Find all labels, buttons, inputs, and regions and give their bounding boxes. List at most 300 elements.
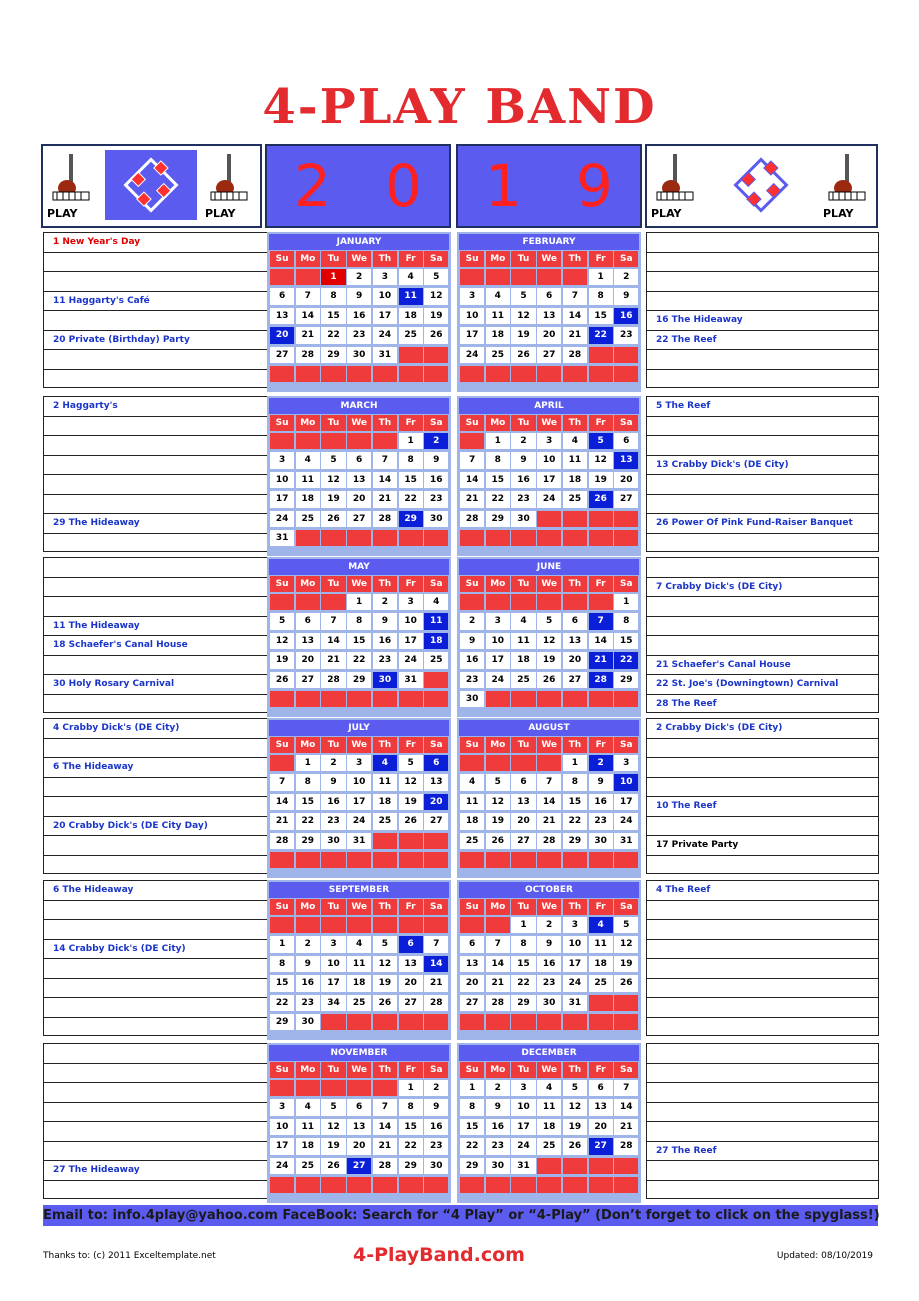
- left-logo-panel: [41, 144, 262, 228]
- empty-day-cell: [424, 366, 448, 382]
- event-line: [647, 495, 878, 515]
- day-cell: 28: [537, 833, 561, 849]
- day-cell: 29: [486, 511, 510, 527]
- day-cell: 1: [321, 269, 345, 285]
- day-cell: 26: [589, 491, 613, 507]
- weekday-header: Th: [563, 415, 587, 431]
- event-line: [647, 778, 878, 798]
- day-cell: 27: [399, 995, 423, 1011]
- empty-day-cell: [563, 691, 587, 707]
- day-cell: 28: [563, 347, 587, 363]
- weekday-header: Mo: [486, 415, 510, 431]
- day-cell: 7: [537, 774, 561, 790]
- empty-day-cell: [399, 1014, 423, 1030]
- day-cell: 25: [373, 813, 397, 829]
- weekday-header: Th: [373, 737, 397, 753]
- day-cell: 26: [486, 833, 510, 849]
- empty-day-cell: [511, 1177, 535, 1193]
- event-line: 16 The Hideaway: [647, 311, 878, 331]
- day-cell: 6: [537, 288, 561, 304]
- day-cell: 15: [321, 308, 345, 324]
- empty-day-cell: [511, 366, 535, 382]
- day-cell: 20: [347, 491, 371, 507]
- weekday-header: Tu: [511, 415, 535, 431]
- day-cell: 19: [270, 652, 294, 668]
- month-calendar-february: [457, 232, 641, 392]
- day-cell: 28: [614, 1138, 638, 1154]
- day-cell: 24: [460, 347, 484, 363]
- day-cell: 4: [424, 594, 448, 610]
- empty-day-cell: [424, 347, 448, 363]
- empty-day-cell: [270, 1080, 294, 1096]
- day-cell: 7: [296, 288, 320, 304]
- day-cell: 6: [399, 936, 423, 952]
- weekday-header: Th: [563, 251, 587, 267]
- month-title: OCTOBER: [459, 882, 639, 898]
- empty-day-cell: [424, 530, 448, 546]
- day-cell: 14: [486, 956, 510, 972]
- empty-day-cell: [399, 852, 423, 868]
- day-cell: 5: [614, 917, 638, 933]
- day-cell: 24: [347, 813, 371, 829]
- day-cell: 12: [270, 633, 294, 649]
- day-cell: 19: [373, 975, 397, 991]
- day-cell: 10: [270, 472, 294, 488]
- event-line: 20 Crabby Dick's (DE City Day): [44, 817, 279, 837]
- day-cell: 1: [460, 1080, 484, 1096]
- event-line: [44, 597, 279, 617]
- empty-day-cell: [486, 269, 510, 285]
- day-cell: 20: [296, 652, 320, 668]
- weekday-header: Su: [270, 737, 294, 753]
- day-cell: 1: [399, 433, 423, 449]
- day-cell: 31: [563, 995, 587, 1011]
- day-cell: 29: [399, 511, 423, 527]
- day-cell: 22: [270, 995, 294, 1011]
- empty-day-cell: [589, 852, 613, 868]
- day-cell: 31: [270, 530, 294, 546]
- weekday-header: Tu: [511, 1062, 535, 1078]
- empty-day-cell: [373, 433, 397, 449]
- month-title: NOVEMBER: [269, 1045, 449, 1061]
- day-cell: 19: [321, 1138, 345, 1154]
- empty-day-cell: [270, 755, 294, 771]
- day-cell: 16: [589, 794, 613, 810]
- empty-day-cell: [296, 366, 320, 382]
- empty-day-cell: [563, 366, 587, 382]
- day-cell: 5: [399, 755, 423, 771]
- day-cell: 25: [424, 652, 448, 668]
- empty-day-cell: [321, 366, 345, 382]
- day-cell: 6: [270, 288, 294, 304]
- day-cell: 2: [537, 917, 561, 933]
- day-cell: 30: [424, 511, 448, 527]
- event-line: [647, 475, 878, 495]
- weekday-header: Mo: [296, 576, 320, 592]
- day-cell: 19: [424, 308, 448, 324]
- day-cell: 13: [589, 1099, 613, 1115]
- weekday-header: Fr: [399, 576, 423, 592]
- month-calendar-september: [267, 880, 451, 1040]
- right-logo-panel: [645, 144, 878, 228]
- day-cell: 15: [460, 1119, 484, 1135]
- page-title: 4-PLAY BAND: [262, 79, 657, 135]
- weekday-header: Mo: [486, 737, 510, 753]
- day-cell: 1: [486, 433, 510, 449]
- empty-day-cell: [614, 530, 638, 546]
- event-line: [647, 998, 878, 1018]
- guitar-logo-icon: [823, 150, 871, 220]
- day-cell: 2: [347, 269, 371, 285]
- empty-day-cell: [296, 269, 320, 285]
- day-cell: 16: [537, 956, 561, 972]
- weekday-header: Mo: [486, 576, 510, 592]
- day-cell: 21: [460, 491, 484, 507]
- day-cell: 2: [511, 433, 535, 449]
- logo-tag: PLAY: [823, 207, 854, 220]
- day-cell: 13: [537, 308, 561, 324]
- weekday-header: Sa: [424, 576, 448, 592]
- weekday-header: Mo: [296, 1062, 320, 1078]
- weekday-header: We: [537, 415, 561, 431]
- empty-day-cell: [614, 366, 638, 382]
- day-cell: 25: [511, 672, 535, 688]
- empty-day-cell: [347, 1177, 371, 1193]
- weekday-header: We: [347, 1062, 371, 1078]
- month-title: JULY: [269, 720, 449, 736]
- weekday-header: Sa: [424, 737, 448, 753]
- day-cell: 14: [296, 308, 320, 324]
- empty-day-cell: [321, 433, 345, 449]
- day-cell: 20: [270, 327, 294, 343]
- day-cell: 9: [424, 1099, 448, 1115]
- day-cell: 9: [321, 774, 345, 790]
- day-cell: 13: [424, 774, 448, 790]
- guitar-logo-icon: [205, 150, 253, 220]
- day-cell: 29: [347, 672, 371, 688]
- weekday-header: Tu: [321, 899, 345, 915]
- website-link[interactable]: 4-PlayBand.com: [353, 1244, 525, 1266]
- day-cell: 25: [347, 995, 371, 1011]
- event-line: [44, 417, 279, 437]
- day-cell: 25: [460, 833, 484, 849]
- day-cell: 17: [373, 308, 397, 324]
- day-cell: 18: [347, 975, 371, 991]
- weekday-header: Sa: [614, 415, 638, 431]
- events-list-left: [43, 396, 280, 552]
- day-cell: 7: [460, 452, 484, 468]
- day-cell: 11: [460, 794, 484, 810]
- day-cell: 10: [373, 288, 397, 304]
- event-line: [647, 558, 878, 578]
- empty-day-cell: [460, 852, 484, 868]
- event-line: [647, 417, 878, 437]
- weekday-header: Fr: [399, 1062, 423, 1078]
- day-cell: 12: [537, 633, 561, 649]
- empty-day-cell: [296, 1177, 320, 1193]
- empty-day-cell: [321, 691, 345, 707]
- empty-day-cell: [563, 511, 587, 527]
- empty-day-cell: [537, 269, 561, 285]
- day-cell: 27: [270, 347, 294, 363]
- empty-day-cell: [399, 1177, 423, 1193]
- day-cell: 16: [347, 308, 371, 324]
- day-cell: 11: [486, 308, 510, 324]
- day-cell: 23: [424, 1138, 448, 1154]
- day-cell: 23: [296, 995, 320, 1011]
- event-line: [44, 272, 279, 292]
- month-calendar-june: [457, 557, 641, 717]
- day-cell: 21: [296, 327, 320, 343]
- empty-day-cell: [296, 1080, 320, 1096]
- event-line: [44, 979, 279, 999]
- empty-day-cell: [424, 917, 448, 933]
- day-cell: 23: [537, 975, 561, 991]
- month-calendar-july: [267, 718, 451, 878]
- day-cell: 14: [614, 1099, 638, 1115]
- day-cell: 28: [373, 1158, 397, 1174]
- day-cell: 11: [296, 1119, 320, 1135]
- event-line: 28 The Reef: [656, 698, 717, 709]
- empty-day-cell: [296, 594, 320, 610]
- day-cell: 27: [347, 1158, 371, 1174]
- event-line: [44, 350, 279, 370]
- empty-day-cell: [373, 917, 397, 933]
- day-cell: 8: [460, 1099, 484, 1115]
- day-cell: 24: [563, 975, 587, 991]
- day-cell: 12: [424, 288, 448, 304]
- day-cell: 25: [563, 491, 587, 507]
- month-calendar-november: [267, 1043, 451, 1203]
- day-cell: 26: [563, 1138, 587, 1154]
- day-cell: 13: [347, 472, 371, 488]
- events-list-right: [646, 1043, 879, 1199]
- empty-day-cell: [373, 366, 397, 382]
- empty-day-cell: [460, 1177, 484, 1193]
- day-cell: 30: [511, 511, 535, 527]
- day-cell: 23: [614, 327, 638, 343]
- empty-day-cell: [296, 433, 320, 449]
- weekday-header: Sa: [614, 1062, 638, 1078]
- day-cell: 11: [537, 1099, 561, 1115]
- weekday-header: Mo: [296, 251, 320, 267]
- day-cell: 17: [347, 794, 371, 810]
- day-cell: 21: [373, 1138, 397, 1154]
- day-cell: 1: [511, 917, 535, 933]
- day-cell: 1: [270, 936, 294, 952]
- empty-day-cell: [270, 917, 294, 933]
- empty-day-cell: [589, 1177, 613, 1193]
- empty-day-cell: [614, 1158, 638, 1174]
- logo-tag: PLAY: [47, 207, 78, 220]
- day-cell: 5: [321, 452, 345, 468]
- empty-day-cell: [486, 755, 510, 771]
- empty-day-cell: [347, 852, 371, 868]
- empty-day-cell: [373, 530, 397, 546]
- day-cell: 2: [321, 755, 345, 771]
- weekday-header: Fr: [589, 576, 613, 592]
- weekday-header: Su: [270, 251, 294, 267]
- empty-day-cell: [460, 755, 484, 771]
- day-cell: 20: [399, 975, 423, 991]
- day-cell: 28: [460, 511, 484, 527]
- month-calendar-april: [457, 396, 641, 556]
- event-line: 4 The Reef: [647, 881, 878, 901]
- weekday-header: Th: [563, 576, 587, 592]
- empty-day-cell: [511, 852, 535, 868]
- day-cell: 11: [373, 774, 397, 790]
- day-cell: 16: [511, 472, 535, 488]
- day-cell: 15: [614, 633, 638, 649]
- empty-day-cell: [399, 691, 423, 707]
- day-cell: 31: [347, 833, 371, 849]
- empty-day-cell: [460, 269, 484, 285]
- day-cell: 5: [537, 613, 561, 629]
- day-cell: 5: [589, 433, 613, 449]
- day-cell: 6: [347, 1099, 371, 1115]
- weekday-header: Sa: [614, 899, 638, 915]
- empty-day-cell: [321, 594, 345, 610]
- weekday-header: Th: [563, 899, 587, 915]
- event-line: [44, 534, 279, 554]
- day-cell: 23: [424, 491, 448, 507]
- year-left-panel: [265, 144, 451, 228]
- empty-day-cell: [321, 1080, 345, 1096]
- event-line: [647, 233, 878, 253]
- event-line: [647, 292, 878, 312]
- day-cell: 20: [511, 813, 535, 829]
- day-cell: 19: [321, 491, 345, 507]
- day-cell: 22: [321, 327, 345, 343]
- day-cell: 7: [614, 1080, 638, 1096]
- day-cell: 17: [270, 491, 294, 507]
- event-line: [44, 797, 279, 817]
- day-cell: 11: [296, 472, 320, 488]
- empty-day-cell: [460, 917, 484, 933]
- weekday-header: Su: [270, 576, 294, 592]
- event-line: 11 The Hideaway: [44, 617, 279, 637]
- empty-day-cell: [347, 1014, 371, 1030]
- event-line: [647, 272, 878, 292]
- day-cell: 8: [511, 936, 535, 952]
- day-cell: 10: [399, 613, 423, 629]
- weekday-header: Sa: [614, 737, 638, 753]
- day-cell: 3: [614, 755, 638, 771]
- day-cell: 1: [589, 269, 613, 285]
- day-cell: 15: [399, 472, 423, 488]
- day-cell: 31: [373, 347, 397, 363]
- event-line: 5 The Reef: [647, 397, 878, 417]
- day-cell: 2: [460, 613, 484, 629]
- day-cell: 27: [511, 833, 535, 849]
- logo-tag: PLAY: [651, 207, 682, 220]
- day-cell: 24: [373, 327, 397, 343]
- event-line: 22 The Reef: [647, 331, 878, 351]
- day-cell: 3: [399, 594, 423, 610]
- weekday-header: Su: [460, 1062, 484, 1078]
- weekday-header: Fr: [399, 251, 423, 267]
- empty-day-cell: [296, 852, 320, 868]
- day-cell: 3: [347, 755, 371, 771]
- weekday-header: Tu: [321, 415, 345, 431]
- logo-badge-icon: [711, 150, 811, 220]
- day-cell: 7: [563, 288, 587, 304]
- day-cell: 30: [424, 1158, 448, 1174]
- day-cell: 7: [270, 774, 294, 790]
- empty-day-cell: [270, 594, 294, 610]
- event-line: [647, 1044, 878, 1064]
- event-line: 6 The Hideaway: [44, 758, 279, 778]
- empty-day-cell: [537, 366, 561, 382]
- events-list-left: [43, 557, 280, 713]
- empty-day-cell: [537, 691, 561, 707]
- empty-day-cell: [347, 691, 371, 707]
- weekday-header: Th: [373, 576, 397, 592]
- day-cell: 11: [347, 956, 371, 972]
- day-cell: 28: [424, 995, 448, 1011]
- day-cell: 10: [321, 956, 345, 972]
- empty-day-cell: [614, 852, 638, 868]
- events-list-left: [43, 718, 280, 874]
- day-cell: 26: [321, 511, 345, 527]
- weekday-header: Mo: [486, 1062, 510, 1078]
- day-cell: 8: [347, 613, 371, 629]
- day-cell: 30: [321, 833, 345, 849]
- weekday-header: Su: [270, 415, 294, 431]
- empty-day-cell: [399, 833, 423, 849]
- day-cell: 18: [399, 308, 423, 324]
- updated-date: Updated: 08/10/2019: [776, 1251, 873, 1261]
- day-cell: 14: [424, 956, 448, 972]
- event-line: [647, 1181, 878, 1201]
- day-cell: 26: [424, 327, 448, 343]
- day-cell: 30: [373, 672, 397, 688]
- events-list-left: [43, 1043, 280, 1199]
- day-cell: 21: [486, 975, 510, 991]
- day-cell: 14: [373, 472, 397, 488]
- empty-day-cell: [563, 1177, 587, 1193]
- day-cell: 23: [321, 813, 345, 829]
- day-cell: 18: [511, 652, 535, 668]
- empty-day-cell: [460, 594, 484, 610]
- contact-banner: Email to: info.4play@yahoo.com FaceBook: Search for “4 Play” or “4-Play” (Don’t forget to click on the spyglass!): [43, 1205, 878, 1226]
- day-cell: 22: [460, 1138, 484, 1154]
- day-cell: 30: [347, 347, 371, 363]
- empty-day-cell: [424, 833, 448, 849]
- event-line: 2 Haggarty's: [44, 397, 279, 417]
- weekday-header: We: [537, 251, 561, 267]
- empty-day-cell: [296, 691, 320, 707]
- event-line: [44, 1018, 279, 1038]
- day-cell: 12: [321, 1119, 345, 1135]
- day-cell: 15: [511, 956, 535, 972]
- day-cell: 3: [321, 936, 345, 952]
- day-cell: 10: [270, 1119, 294, 1135]
- event-line: [647, 979, 878, 999]
- weekday-header: Mo: [296, 737, 320, 753]
- day-cell: 23: [589, 813, 613, 829]
- day-cell: 2: [589, 755, 613, 771]
- event-line: [647, 901, 878, 921]
- day-cell: 16: [424, 1119, 448, 1135]
- empty-day-cell: [347, 433, 371, 449]
- empty-day-cell: [589, 995, 613, 1011]
- day-cell: 4: [296, 452, 320, 468]
- day-cell: 20: [537, 327, 561, 343]
- events-list-right: [646, 718, 879, 874]
- day-cell: 22: [589, 327, 613, 343]
- day-cell: 18: [424, 633, 448, 649]
